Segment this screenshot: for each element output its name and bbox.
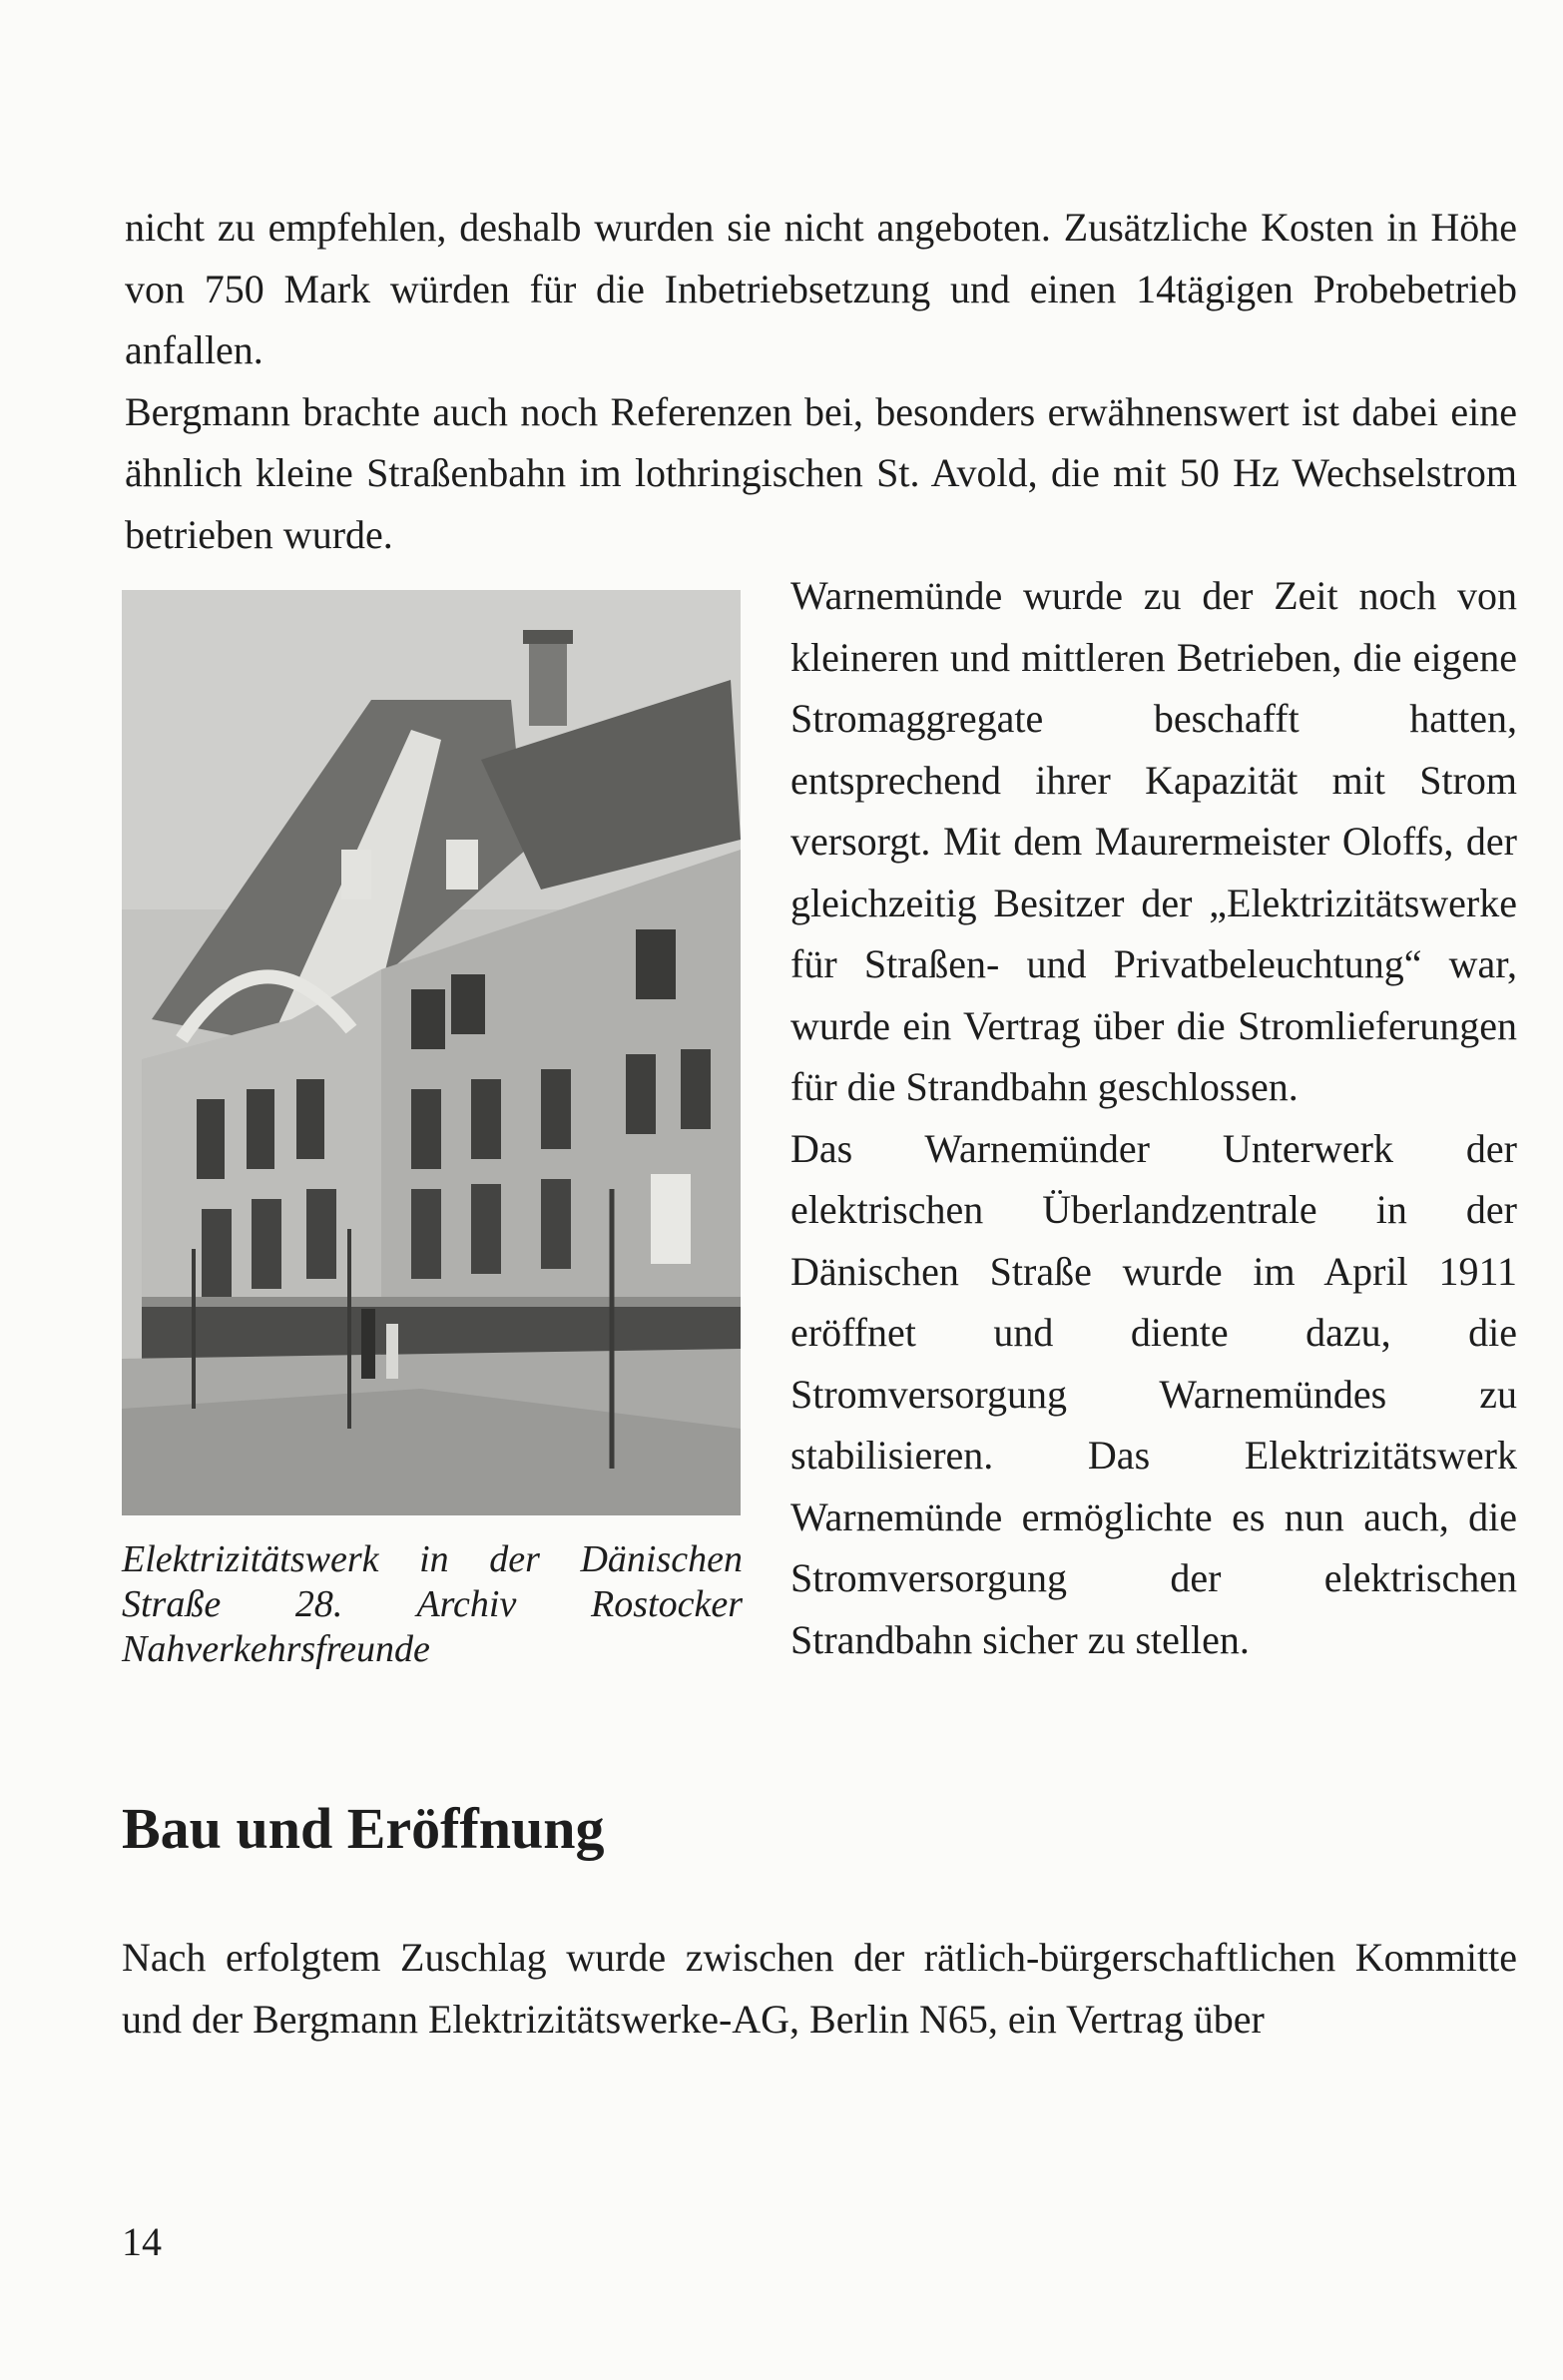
building-photo xyxy=(122,590,741,1515)
paragraph: Warnemünde wurde zu der Zeit noch von kleineren und mittleren Betrieben, die eigene Stromaggregate beschafft hatten, entsprechend ihrer Kapazität mit Strom versorgt. Mit dem Maurermeister Oloffs, der gleichzeitig Besitzer der „Elektrizitätswerke für Straßen- und Privatbeleuchtung“ war, wurde ein Vertrag über die Stromlieferungen für die Strandbahn geschlossen. xyxy=(790,573,1517,1109)
right-column-text xyxy=(790,565,1517,1670)
page-number: 14 xyxy=(122,2219,162,2264)
intro-text xyxy=(125,197,1517,565)
paragraph: Das Warnemünder Unterwerk der elektrischen Überlandzentrale in der Dänischen Straße wurde im April 1911 eröffnet und diente dazu, die Stromversorgung Warnemündes zu stabilisieren. Das Elektrizitätswerk Warnemünde ermöglichte es nun auch, die Stromversorgung der elektrischen Strandbahn sicher zu stellen. xyxy=(790,1125,1517,1662)
section-heading: Bau und Eröffnung xyxy=(122,1796,605,1861)
paragraph: nicht zu empfehlen, deshalb wurden sie nicht angeboten. Zusätzliche Kosten in Höhe von 750 Mark würden für die Inbetriebsetzung und einen 14tägigen Probebetrieb anfallen. xyxy=(125,205,1517,372)
paragraph: Bergmann brachte auch noch Referenzen bei, besonders erwähnenswert ist dabei eine ähnlich kleine Straßenbahn im lothringischen St. Avold, die mit 50 Hz Wechselstrom betrieben wurde. xyxy=(125,388,1517,557)
section-paragraph: Nach erfolgtem Zuschlag wurde zwischen der rätlich-bürgerschaftlichen Kommitte und der Bergmann Elektrizitätswerke-AG, Berlin N65, ein Vertrag über xyxy=(122,1935,1517,2042)
photo-caption: Elektrizitätswerk in der Dänischen Straße 28. Archiv Rostocker Nahverkehrsfreunde xyxy=(122,1538,743,1670)
